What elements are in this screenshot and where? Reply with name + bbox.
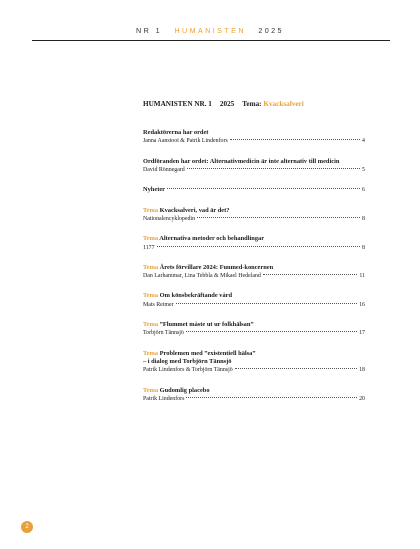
toc-entry-page: 11: [359, 273, 365, 280]
toc-entry-title: ”Flummet måste ut ur folkhälsan”: [159, 321, 254, 329]
header-magazine: HUMANISTEN: [174, 26, 246, 35]
toc-entry-page: 16: [359, 301, 365, 308]
toc-entry-title-leader: [143, 186, 365, 194]
toc-entry-page: 4: [362, 138, 365, 145]
toc-entry-title: Kvacksalveri, vad är det?: [159, 206, 230, 214]
header-issue: NR 1: [136, 26, 163, 35]
toc-entry-title: Redaktörerna har ordet: [143, 129, 209, 136]
toc-entry-title: Om könsbekräftande vård: [159, 292, 233, 300]
toc-entry-leader: [143, 301, 365, 309]
toc-entry-title-line: [143, 292, 365, 300]
toc-entry-page: 17: [359, 330, 365, 337]
tema-label: Tema: [143, 235, 159, 243]
toc-entry-title-line: [143, 264, 365, 272]
dot-leader: [235, 368, 357, 369]
toc-entry[interactable]: [143, 186, 365, 194]
toc-entry-author: David Rönnegard: [143, 167, 185, 174]
toc-entry-leader: [143, 272, 365, 280]
dot-leader: [230, 139, 360, 140]
toc-entry-leader: [143, 244, 365, 252]
toc-entry-title-line: [143, 321, 365, 329]
toc-entry-author: Torbjörn Tännsjö: [143, 330, 184, 337]
tema-label: Tema: [143, 349, 159, 357]
toc-entry-title: Gudomlig placebo: [159, 386, 210, 394]
toc-heading: [143, 100, 373, 108]
toc-entry[interactable]: [143, 321, 365, 338]
tema-label: Tema: [143, 321, 159, 329]
toc-entry[interactable]: [143, 264, 365, 281]
toc-entry-title: Alternativa metoder och behandlingar: [159, 235, 265, 243]
toc-entry-author: 1177: [143, 244, 155, 251]
toc-entry-author: Janna Aanstoot & Patrik Lindenfors: [143, 138, 228, 145]
dot-leader: [176, 303, 358, 304]
toc-entry-page: 5: [362, 167, 365, 174]
dot-leader: [263, 274, 357, 275]
dot-leader: [186, 331, 357, 332]
tema-label: Tema: [143, 206, 159, 214]
dot-leader: [167, 188, 360, 189]
running-header: [0, 26, 420, 35]
dot-leader: [157, 246, 360, 247]
toc-entry-author: Patrik Lindenfors: [143, 396, 185, 403]
toc-entry[interactable]: [143, 292, 365, 309]
toc-entry-page: 6: [362, 187, 365, 194]
tema-label: Tema: [143, 263, 159, 271]
dot-leader: [186, 397, 357, 398]
toc-entry-page: 18: [359, 367, 365, 374]
toc-theme: Kvacksalveri: [263, 100, 304, 108]
toc-entry-leader: [143, 366, 365, 374]
tema-label: Tema: [143, 386, 159, 394]
toc-entry-page: 8: [362, 244, 365, 251]
toc-entry-title: Nyheter: [143, 186, 166, 194]
toc-entry-title-line: [143, 387, 365, 395]
toc-entry[interactable]: [143, 235, 365, 252]
header-year: 2025: [258, 26, 284, 35]
toc-entry-title: Årets förvillare 2024: Funmed-koncernen: [159, 263, 274, 271]
toc-theme-label: Tema:: [242, 100, 262, 108]
toc-publication: HUMANISTEN NR. 1: [143, 100, 212, 108]
toc-entry[interactable]: [143, 158, 365, 175]
toc-entry[interactable]: [143, 207, 365, 224]
header-rule: [32, 40, 390, 41]
toc-entry-title-line: [143, 207, 365, 215]
toc-entry-title: Ordföranden har ordet: Alternativmedicin är inte alternativ till medicin: [143, 157, 340, 165]
toc-entry[interactable]: [143, 129, 365, 146]
toc-entry-page: 20: [359, 396, 365, 403]
toc-entry-author: Dan Larhammar, Lina Tebbla & Mikael Hedeland: [143, 273, 261, 280]
toc-entry-title-line: [143, 235, 365, 243]
toc-year: 2025: [219, 100, 235, 108]
toc-entry-page: 8: [362, 216, 365, 223]
toc-entry-author: Mats Reimer: [143, 301, 174, 308]
table-of-contents: [143, 129, 365, 415]
toc-entry-title-line: [143, 158, 365, 166]
toc-entry[interactable]: [143, 350, 365, 375]
tema-label: Tema: [143, 292, 159, 300]
toc-entry-leader: [143, 137, 365, 145]
toc-entry-leader: [143, 215, 365, 223]
toc-entry-leader: [143, 395, 365, 403]
toc-entry-author: Nationalencyklopedin: [143, 216, 196, 223]
toc-entry-subtitle: – i dialog med Torbjörn Tännsjö: [143, 358, 232, 366]
page-number-badge: 2: [21, 521, 33, 533]
toc-entry-leader: [143, 166, 365, 174]
dot-leader: [187, 168, 360, 169]
toc-entry-title: Problemen med ”existentiell hälsa”: [159, 349, 256, 357]
dot-leader: [197, 217, 360, 218]
toc-entry[interactable]: [143, 387, 365, 404]
toc-entry-author: Patrik Lindenfors & Torbjörn Tännsjö: [143, 367, 233, 374]
toc-entry-leader: [143, 329, 365, 337]
toc-entry-title-line: [143, 350, 365, 358]
toc-entry-title-line: [143, 129, 365, 137]
